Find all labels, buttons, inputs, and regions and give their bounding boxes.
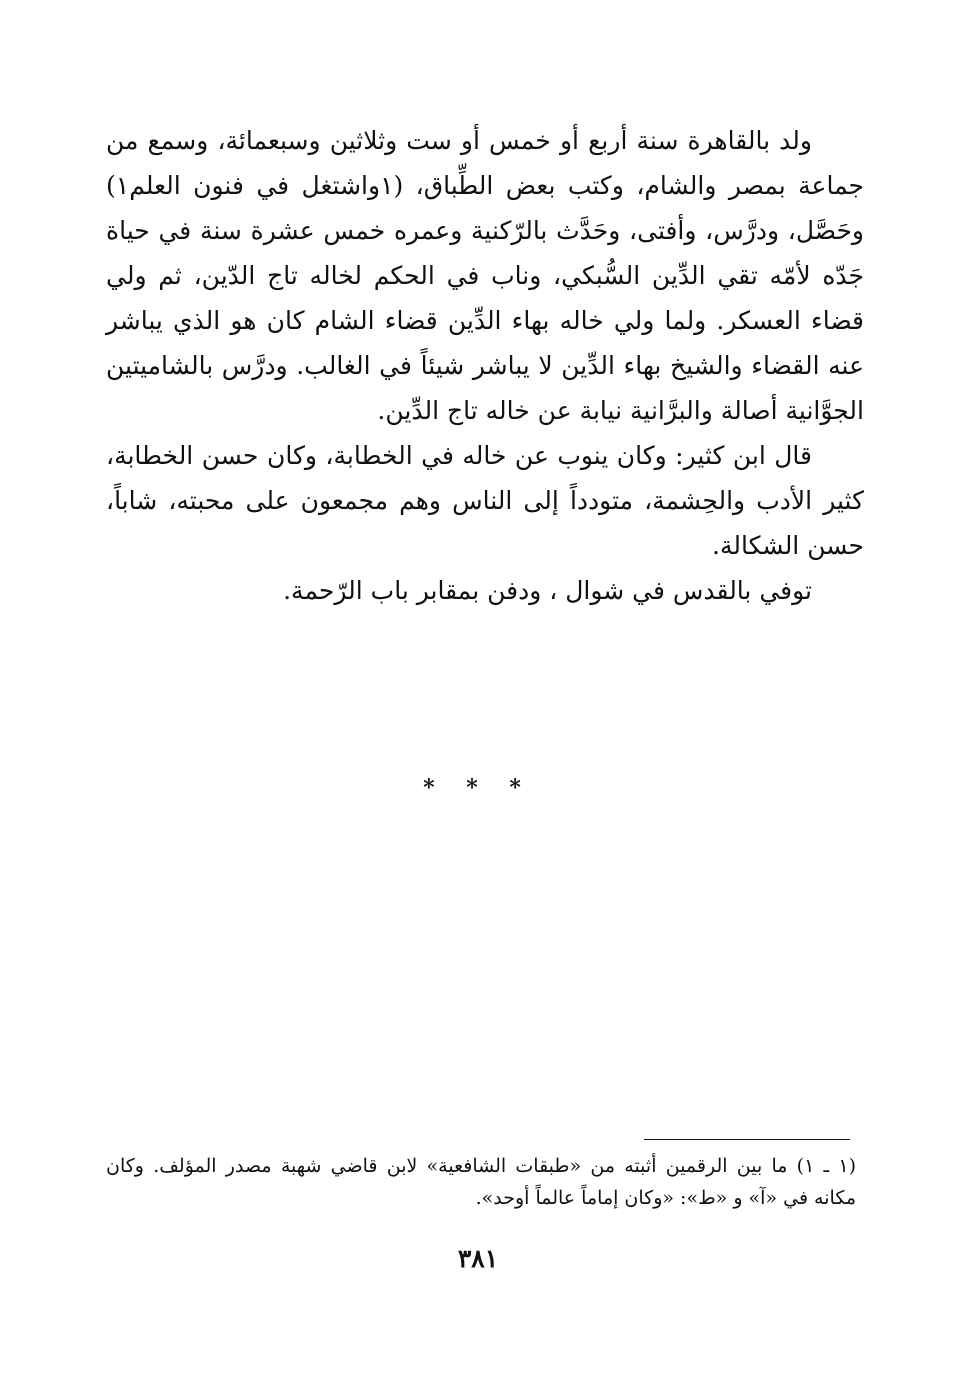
ibn-kathir-quote-paragraph: قال ابن كثير: وكان ينوب عن خاله في الخطابة، وكان حسن الخطابة، كثير الأدب والحِشمة، متودداً إلى الناس وهم مجمعون على محبته، شاباً، حسن الشكالة.: [106, 441, 864, 560]
footnote-divider: [644, 1139, 850, 1140]
biography-paragraph: ولد بالقاهرة سنة أربع أو خمس أو ست وثلاثين وسبعمائة، وسمع من جماعة بمصر والشام، وكتب بعض الطِّباق، (١واشتغل في فنون العلم١) وحَصَّل، ودرَّس، وأفتى، وحَدَّث بالرّكنية وعمره خمس عشرة سنة في حياة جَدّه لأمّه تقي الدِّين السُّبكي، وناب في الحكم لخاله تاج الدّين، ثم ولي قضاء العسكر. ولما ولي خاله بهاء الدِّين قضاء الشام كان هو الذي يباشر عنه القضاء والشيخ بهاء الدِّين لا يباشر شيئاً في الغالب. ودرَّس بالشاميتين الجوَّانية أصالة والبرَّانية نيابة عن خاله تاج الدِّين.: [106, 126, 864, 425]
footnote: (١ ـ ١) ما بين الرقمين أثبته من «طبقات الشافعية» لابن قاضي شهبة مصدر المؤلف. وكان مكانه في «آ» و «ط»: «وكان إماماً عالماً أوحد».: [106, 1155, 857, 1209]
death-paragraph: توفي بالقدس في شوال ، ودفن بمقابر باب الرّحمة.: [283, 576, 812, 605]
section-separator: * * *: [423, 775, 533, 801]
page-number: ٣٨١: [457, 1244, 499, 1273]
